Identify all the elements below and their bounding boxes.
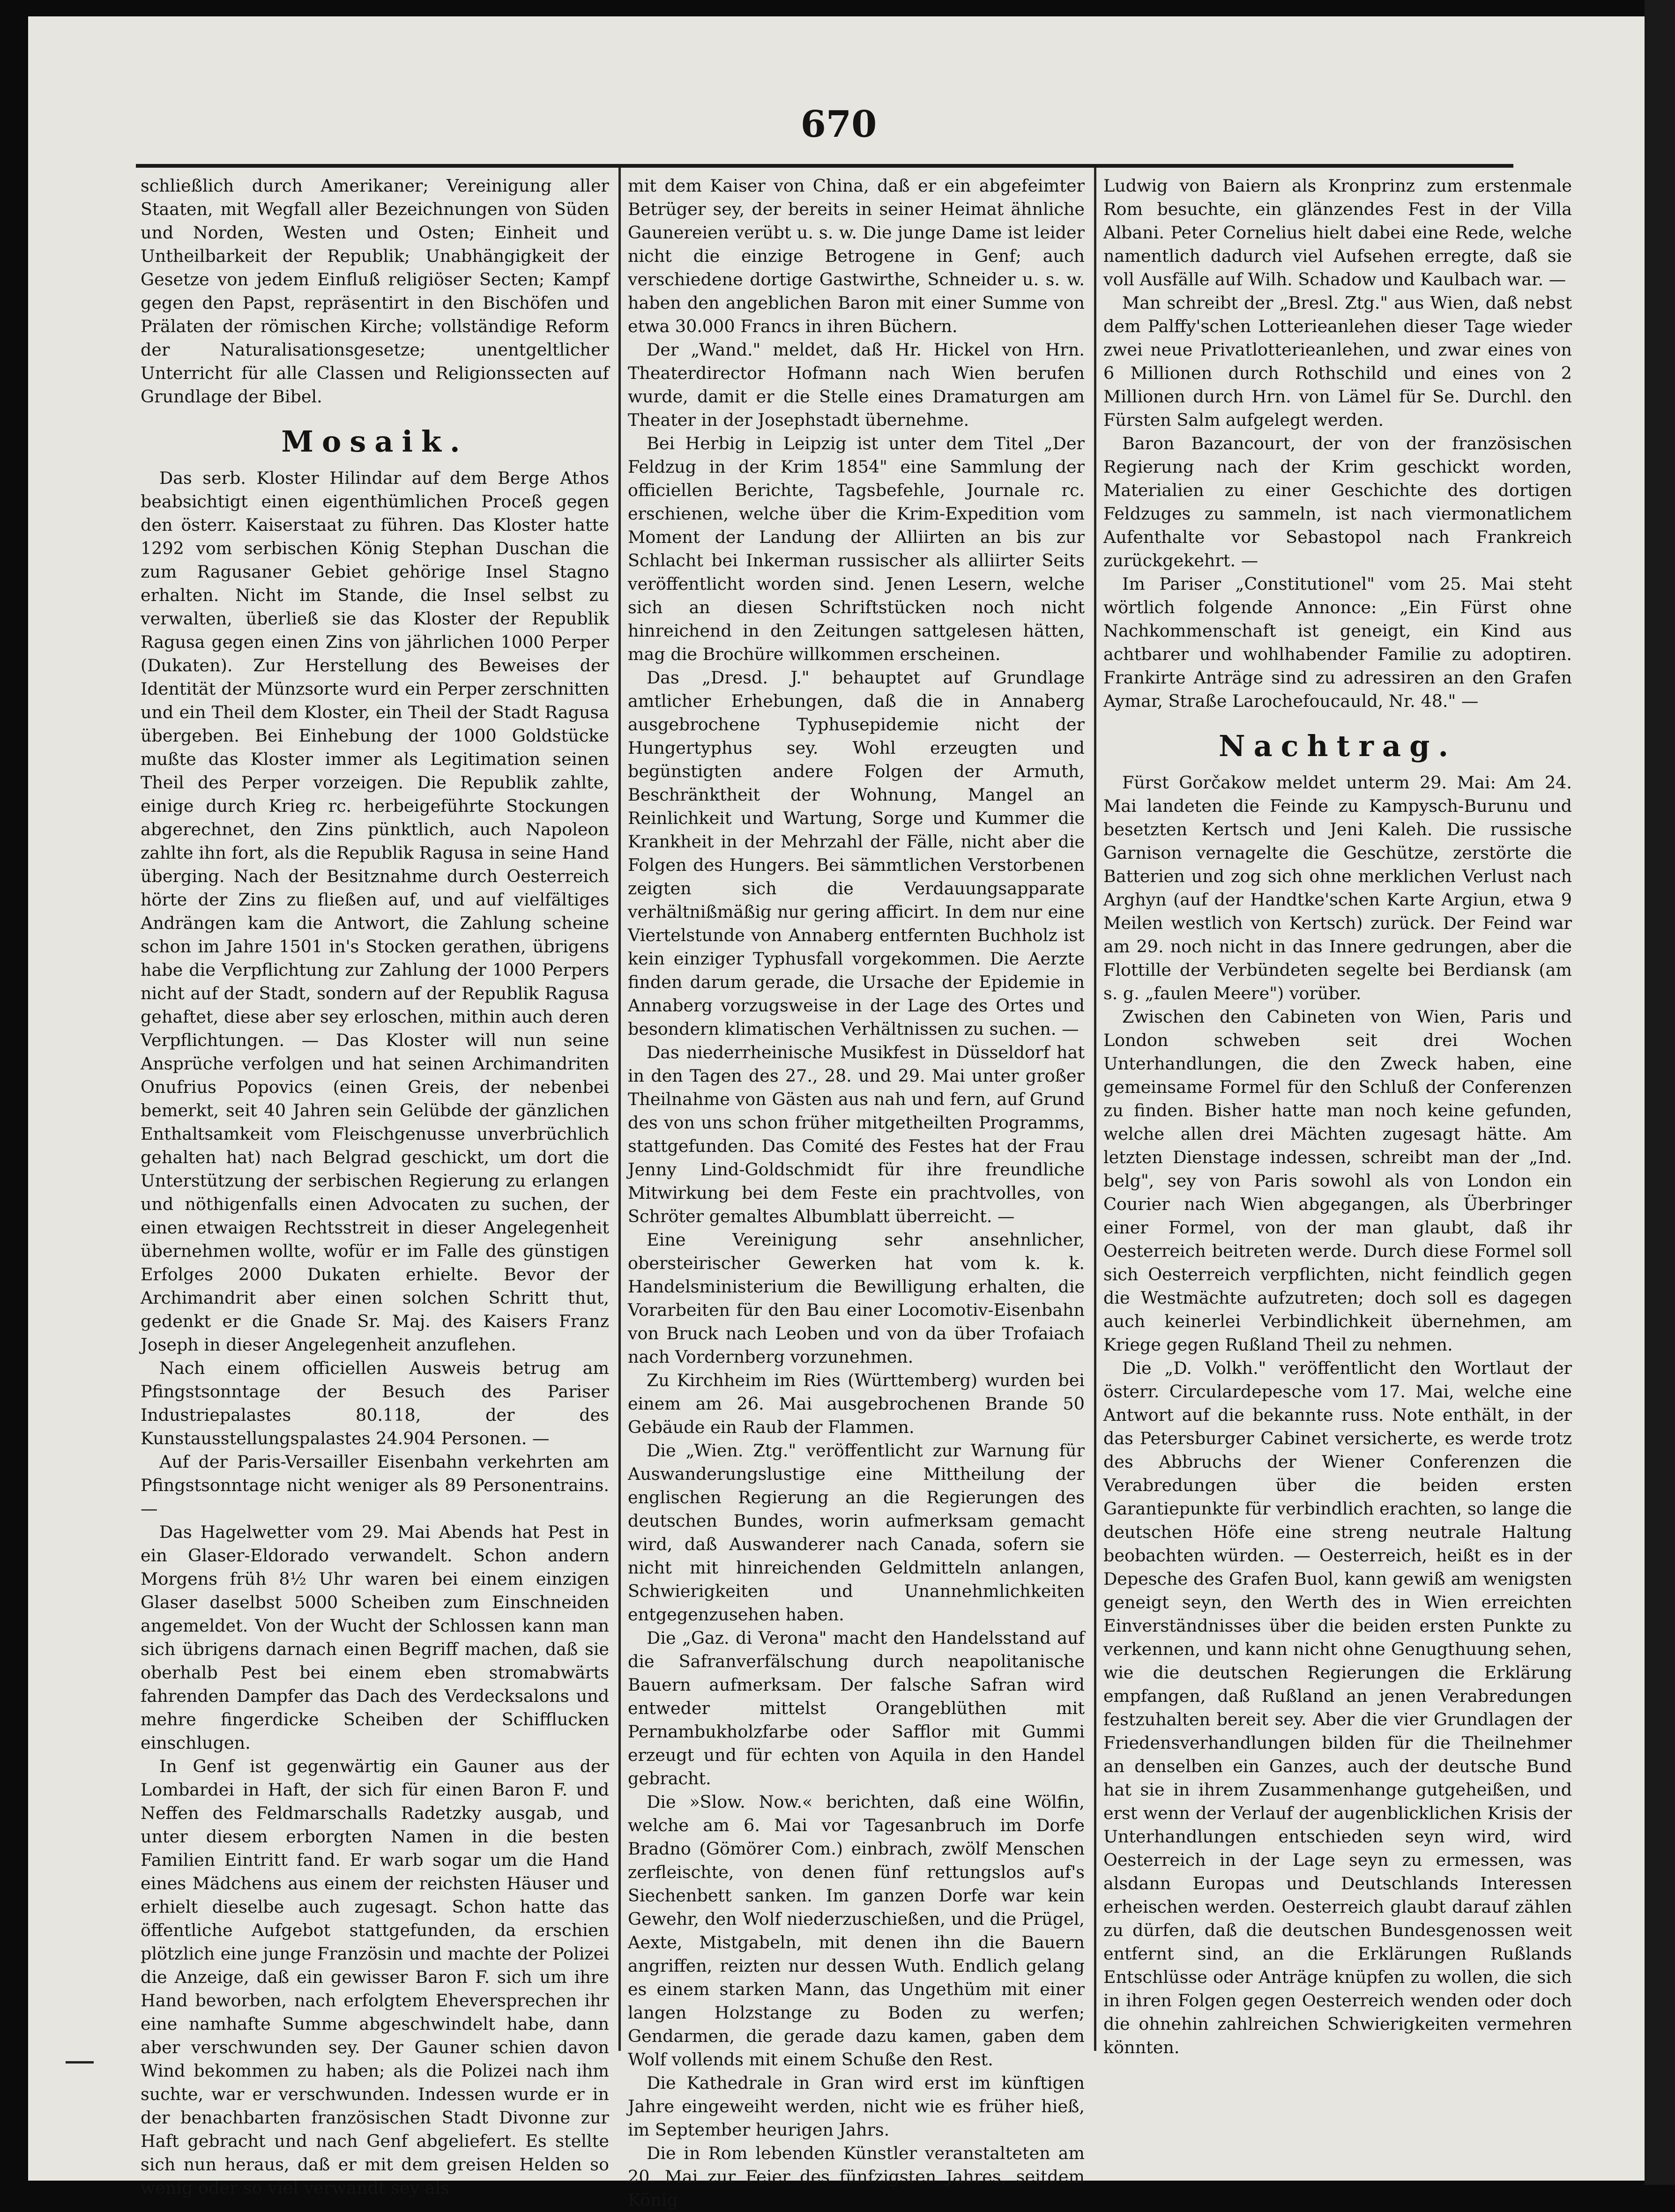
article-paragraph: mit dem Kaiser von China, daß er ein abgefeimter Betrüger sey, der bereits in seiner Heimat ähnliche Gaunereien verübt u. s. w. Die junge Dame ist leider nicht die einzige Betrogene in Genf; auch verschiedene dortige Gastwirthe, Schneider u. s. w. haben den angeblichen Baron mit einer Summe von etwa 30.000 Francs in ihren Büchern. — [628, 176, 1085, 336]
article-paragraph: Zwischen den Cabineten von Wien, Paris und London schweben seit drei Wochen Unterhandlungen, die den Zweck haben, eine gemeinsame Formel für den Schluß der Conferenzen zu finden. Bisher hatte man noch keine gefunden, welche allen drei Mächten zugesagt hätte. Am letzten Dienstage indessen, schreibt man der „Ind. belg", sey von Paris sowohl als von London ein Courier nach Wien abgegangen, als Überbringer einer Formel, von der man glaubt, daß ihr Oesterreich beitreten werde. Durch diese Formel soll sich Oesterreich verpflichten, nicht feindlich gegen die Westmächte aufzutreten; doch soll es dagegen auch keinerlei Verbindlichkeit übernehmen, am Kriege gegen Rußland Theil zu nehmen. — [1103, 1007, 1572, 1355]
article-paragraph: Man schreibt der „Bresl. Ztg." aus Wien, daß nebst dem Palffy'schen Lotterieanlehen dieser Tage wieder zwei neue Privatlotterieanlehen, und zwar eines von 6 Millionen durch Rothschild und eines von 2 Millionen durch Hrn. von Lämel für Se. Durchl. den Fürsten Salm aufgelegt werden. — [1103, 293, 1572, 430]
article-paragraph: Die „D. Volkh." veröffentlicht den Wortlaut der österr. Circulardepesche vom 17. Mai, welche eine Antwort auf die bekannte russ. Note enthält, in der das Petersburger Cabinet versicherte, es werde trotz des Abbruchs der Wiener Conferenzen die Verabredungen über die beiden ersten Garantiepunkte für verbindlich erachten, so lange die deutschen Höfe eine streng neutrale Haltung beobachten würden. — Oesterreich, heißt es in der Depesche des Grafen Buol, kann gewiß am wenigsten geneigt seyn, den Werth des in Wien erreichten Einverständnisses über die beiden ersten Punkte zu verkennen, und kann nicht ohne Genugthuung sehen, wie die deutschen Regierungen die Erklärung empfangen, daß Rußland an jenen Verabredungen festzuhalten bereit sey. Aber die vier Grundlagen der Friedensverhandlungen bilden für die Theilnehmer an denselben ein Ganzes, auch der deutsche Bund hat sie in ihrem Zusammenhange gutgeheißen, und erst wenn der Verlauf der augenblicklichen Krisis der Unterhandlungen entschieden seyn wird, wird Oesterreich in der Lage seyn zu ermessen, was alsdann Europas und Deutschlands Interessen erheischen werden. Oesterreich glaubt darauf zählen zu dürfen, daß die deutschen Bundesgenossen weit entfernt sind, an die Erklärungen Rußlands Entschlüsse oder Anträge knüpfen zu wollen, die sich in ihren Folgen gegen Oesterreich wenden oder doch die ohnehin zahlreichen Schwierigkeiten vermehren könnten. — [1103, 1358, 1572, 2057]
article-paragraph: Ludwig von Baiern als Kronprinz zum erstenmale Rom besuchte, ein glänzendes Fest in der Villa Albani. Peter Cornelius hielt dabei eine Rede, welche namentlich dadurch viel Aufsehen erregte, daß sie voll Ausfälle auf Wilh. Schadow und Kaulbach war. — — [1103, 176, 1572, 289]
article-paragraph: Zu Kirchheim im Ries (Württemberg) wurden bei einem am 26. Mai ausgebrochenen Brande 50 Gebäude ein Raub der Flammen. — [628, 1370, 1085, 1437]
intro-paragraph: schließlich durch Amerikaner; Vereinigung aller Staaten, mit Wegfall aller Bezeichnungen von Süden und Norden, Westen und Osten; Einheit und Untheilbarkeit der Republik; Unabhängigkeit der Gesetze von jedem Einfluß religiöser Secten; Kampf gegen den Papst, repräsentirt in den Bischöfen und Prälaten der römischen Kirche; vollständige Reform der Naturalisationsgesetze; unentgeltlicher Unterricht für alle Classen und Religionssecten auf Grundlage der Bibel. — [141, 176, 609, 407]
section-heading-mosaik: Mosaik. — [281, 424, 469, 459]
article-paragraph: Die „Gaz. di Verona" macht den Handelsstand auf die Safranverfälschung durch neapolitanische Bauern aufmerksam. Der falsche Safran wird entweder mittelst Orangeblüthen mit Pernambukholzfarbe oder Safflor mit Gummi erzeugt und für echten von Aquila in den Handel gebracht. — [628, 1628, 1085, 1789]
article-paragraph: Nach einem officiellen Ausweis betrug am Pfingstsonntage der Besuch des Pariser Industriepalastes 80.118, der des Kunstausstellungspalastes 24.904 Personen. — — [141, 1358, 609, 1448]
article-paragraph: In Genf ist gegenwärtig ein Gauner aus der Lombardei in Haft, der sich für einen Baron F. und Neffen des Feldmarschalls Radetzky ausgab, und unter diesem erborgten Namen in die besten Familien Eintritt fand. Er warb sogar um die Hand eines Mädchens aus einem der reichsten Häuser und erhielt dieselbe auch zugesagt. Schon hatte das öffentliche Aufgebot stattgefunden, da erschien plötzlich eine junge Französin und machte der Polizei die Anzeige, daß ein gewisser Baron F. sich um ihre Hand beworben, nach erfolgtem Eheversprechen ihr eine namhafte Summe abgeschwindelt habe, dann aber verschwunden sey. Der Gauner schien davon Wind bekommen zu haben; als die Polizei nach ihm suchte, war er verschwunden. Indessen wurde er in der benachbarten französischen Stadt Divonne zur Haft gebracht und nach Genf abgeliefert. Es stellte sich nun heraus, daß er mit dem greisen Helden so wenig oder so viel verwandt sey als — [141, 1756, 609, 2198]
article-paragraph: Eine Vereinigung sehr ansehnlicher, obersteirischer Gewerken hat vom k. k. Handelsministerium die Bewilligung erhalten, die Vorarbeiten für den Bau einer Locomotiv-Eisenbahn von Bruck nach Leoben und von da über Trofaiach nach Vordernberg vorzunehmen. — [628, 1230, 1085, 1367]
column-3 — [1103, 174, 1572, 2057]
article-paragraph: Baron Bazancourt, der von der französischen Regierung nach der Krim geschickt worden, Materialien zu einer Geschichte des dortigen Feldzuges zu sammeln, ist nach viermonatlichem Aufenthalte vor Sebastopol nach Frankreich zurückgekehrt. — — [1103, 433, 1572, 571]
page-number: 670 — [800, 103, 877, 146]
article-paragraph: Die »Slow. Now.« berichten, daß eine Wölfin, welche am 6. Mai vor Tagesanbruch im Dorfe Bradno (Gömörer Com.) einbrach, zwölf Menschen zerfleischte, von denen fünf rettungslos auf's Siechenbett sanken. Im ganzen Dorfe war kein Gewehr, den Wolf niederzuschießen, und die Prügel, Aexte, Mistgabeln, mit denen ihn die Bauern angriffen, reizten nur dessen Wuth. Endlich gelang es einem starken Mann, das Ungethüm mit einer langen Holzstange zu Boden zu werfen; Gendarmen, die gerade dazu kamen, gaben dem Wolf vollends mit einem Schuße den Rest. — [628, 1792, 1085, 2070]
article-paragraph: Das Hagelwetter vom 29. Mai Abends hat Pest in ein Glaser-Eldorado verwandelt. Schon andern Morgens früh 8½ Uhr waren bei einem einzigen Glaser daselbst 5000 Scheiben zum Einschneiden angemeldet. Von der Wucht der Schlossen kann man sich übrigens darnach einen Begriff machen, daß sie oberhalb Pest bei einem eben stromabwärts fahrenden Dampfer das Dach des Verdecksalons und mehre fingerdicke Scheiben der Schifflucken einschlugen. — [141, 1522, 609, 1753]
column-divider — [618, 168, 621, 2051]
article-paragraph: Das serb. Kloster Hilindar auf dem Berge Athos beabsichtigt einen eigenthümlichen Proceß gegen den österr. Kaiserstaat zu führen. Das Kloster hatte 1292 vom serbischen König Stephan Duschan die zum Ragusaner Gebiet gehörige Insel Stagno erhalten. Nicht im Stande, die Insel selbst zu verwalten, überließ sie das Kloster der Republik Ragusa gegen einen Zins von jährlichen 1000 Perper (Dukaten). Zur Herstellung des Beweises der Identität der Münzsorte wurd ein Perper zerschnitten und ein Theil dem Kloster, ein Theil der Stadt Ragusa übergeben. Bei Einhebung der 1000 Goldstücke mußte das Kloster immer als Legitimation seinen Theil des Perper vorzeigen. Die Republik zahlte, einige durch Krieg rc. herbeigeführte Stockungen abgerechnet, den Zins pünktlich, auch Napoleon zahlte ihn fort, als die Republik Ragusa in seine Hand überging. Nach der Besitznahme durch Oesterreich hörte der Zins zu fließen auf, und auf vielfältiges Andrängen kam die Antwort, die Zahlung scheine schon im Jahre 1501 in's Stocken gerathen, übrigens habe die Verpflichtung zur Zahlung der 1000 Perpers nicht auf der Stadt, sondern auf der Republik Ragusa gehaftet, diese aber sey erloschen, mithin auch deren Verpflichtungen. — Das Kloster will nun seine Ansprüche verfolgen und hat seinen Archimandriten Onufrius Popovics (einen Greis, der nebenbei bemerkt, seit 40 Jahren sein Gelübde der gänzlichen Enthaltsamkeit vom Fleischgenusse unverbrüchlich gehalten hat) nach Belgrad geschickt, um dort die Unterstützung der serbischen Regierung zu erlangen und nöthigenfalls einen Advocaten zu suchen, der einen etwaigen Rechtsstreit in dieser Angelegenheit übernehmen wollte, wofür er im Falle des günstigen Erfolges 2000 Dukaten erhielte. Bevor der Archimandrit aber einen solchen Schritt thut, gedenkt er die Gnade Sr. Maj. des Kaisers Franz Joseph in dieser Angelegenheit anzuflehen. — [141, 468, 609, 1355]
column-2 — [628, 174, 1085, 2210]
article-paragraph: Das niederrheinische Musikfest in Düsseldorf hat in den Tagen des 27., 28. und 29. Mai unter großer Theilnahme von Gästen aus nah und fern, auf Grund des von uns schon früher mitgetheilten Programms, stattgefunden. Das Comité des Festes hat der Frau Jenny Lind-Goldschmidt für ihre freundliche Mitwirkung bei dem Feste ein prachtvolles, von Schröter gemaltes Albumblatt überreicht. — — [628, 1042, 1085, 1226]
margin-mark — [66, 2061, 94, 2064]
article-paragraph: Bei Herbig in Leipzig ist unter dem Titel „Der Feldzug in der Krim 1854" eine Sammlung der officiellen Berichte, Tagsbefehle, Journale rc. erschienen, welche über die Krim-Expedition vom Moment der Landung der Alliirten an bis zur Schlacht bei Inkerman russischer als alliirter Seits veröffentlicht worden sind. Jenen Lesern, welche sich an diesen Schriftstücken noch nicht hinreichend in den Zeitungen sattgelesen hätten, mag die Brochüre willkommen erscheinen. — [628, 433, 1085, 664]
column-divider — [1094, 168, 1096, 2051]
column-1 — [141, 174, 609, 2198]
article-paragraph: Fürst Gorčakow meldet unterm 29. Mai: Am 24. Mai landeten die Feinde zu Kampysch-Burunu und besetzten Kertsch und Jeni Kaleh. Die russische Garnison vernagelte die Geschütze, zerstörte die Batterien und zog sich ohne merklichen Verlust nach Arghyn (auf der Handtke'schen Karte Argiun, etwa 9 Meilen westlich von Kertsch) zurück. Der Feind war am 29. noch nicht in das Innere gedrungen, aber die Flottille der Verbündeten segelte bei Berdiansk (am s. g. „faulen Meere") vorüber. — [1103, 772, 1572, 1003]
article-paragraph: Die Kathedrale in Gran wird erst im künftigen Jahre eingeweiht werden, nicht wie es früher hieß, im September heurigen Jahrs. — [628, 2073, 1085, 2140]
article-paragraph: Die in Rom lebenden Künstler veranstalteten am 20. Mai zur Feier des fünfzigsten Jahres, seitdem König — [628, 2143, 1085, 2210]
article-paragraph: Das „Dresd. J." behauptet auf Grundlage amtlicher Erhebungen, daß die in Annaberg ausgebrochene Typhusepidemie nicht der Hungertyphus sey. Wohl erzeugten und begünstigten andere Folgen der Armuth, Beschränktheit der Wohnung, Mangel an Reinlichkeit und Wartung, Sorge und Kummer die Krankheit in der Mehrzahl der Fälle, nicht aber die Folgen des Hungers. Bei sämmtlichen Verstorbenen zeigten sich die Verdauungsapparate verhältnißmäßig nur gering afficirt. In dem nur eine Viertelstunde von Annaberg entfernten Buchholz ist kein einziger Typhusfall vorgekommen. Die Aerzte finden darum gerade, die Ursache der Epidemie in Annaberg vorzugsweise in der Lage des Ortes und besondern klimatischen Verhältnissen zu suchen. — — [628, 668, 1085, 1039]
article-paragraph: Die „Wien. Ztg." veröffentlicht zur Warnung für Auswanderungslustige eine Mittheilung der englischen Regierung an die Regierungen des deutschen Bundes, worin aufmerksam gemacht wird, daß Auswanderer nach Canada, sofern sie nicht mit hinreichenden Geldmitteln anlangen, Schwierigkeiten und Unannehmlichkeiten entgegenzusehen haben. — [628, 1440, 1085, 1625]
article-paragraph: Im Pariser „Constitutionel" vom 25. Mai steht wörtlich folgende Annonce: „Ein Fürst ohne Nachkommenschaft ist geneigt, ein Kind aus achtbarer und wohlhabender Familie zu adoptiren. Frankirte Anträge sind zu adressiren an den Grafen Aymar, Straße Larochefoucauld, Nr. 48." — — [1103, 574, 1572, 711]
scan-edge — [1645, 0, 1675, 2185]
section-heading-nachtrag: Nachtrag. — [1218, 729, 1457, 763]
article-paragraph: Auf der Paris-Versailler Eisenbahn verkehrten am Pfingstsonntage nicht weniger als 89 Personentrains. — — [141, 1452, 609, 1519]
article-paragraph: Der „Wand." meldet, daß Hr. Hickel von Hrn. Theaterdirector Hofmann nach Wien berufen wurde, damit er die Stelle eines Dramaturgen am Theater in der Josephstadt übernehme. — [628, 340, 1085, 430]
header-rule — [136, 164, 1513, 168]
